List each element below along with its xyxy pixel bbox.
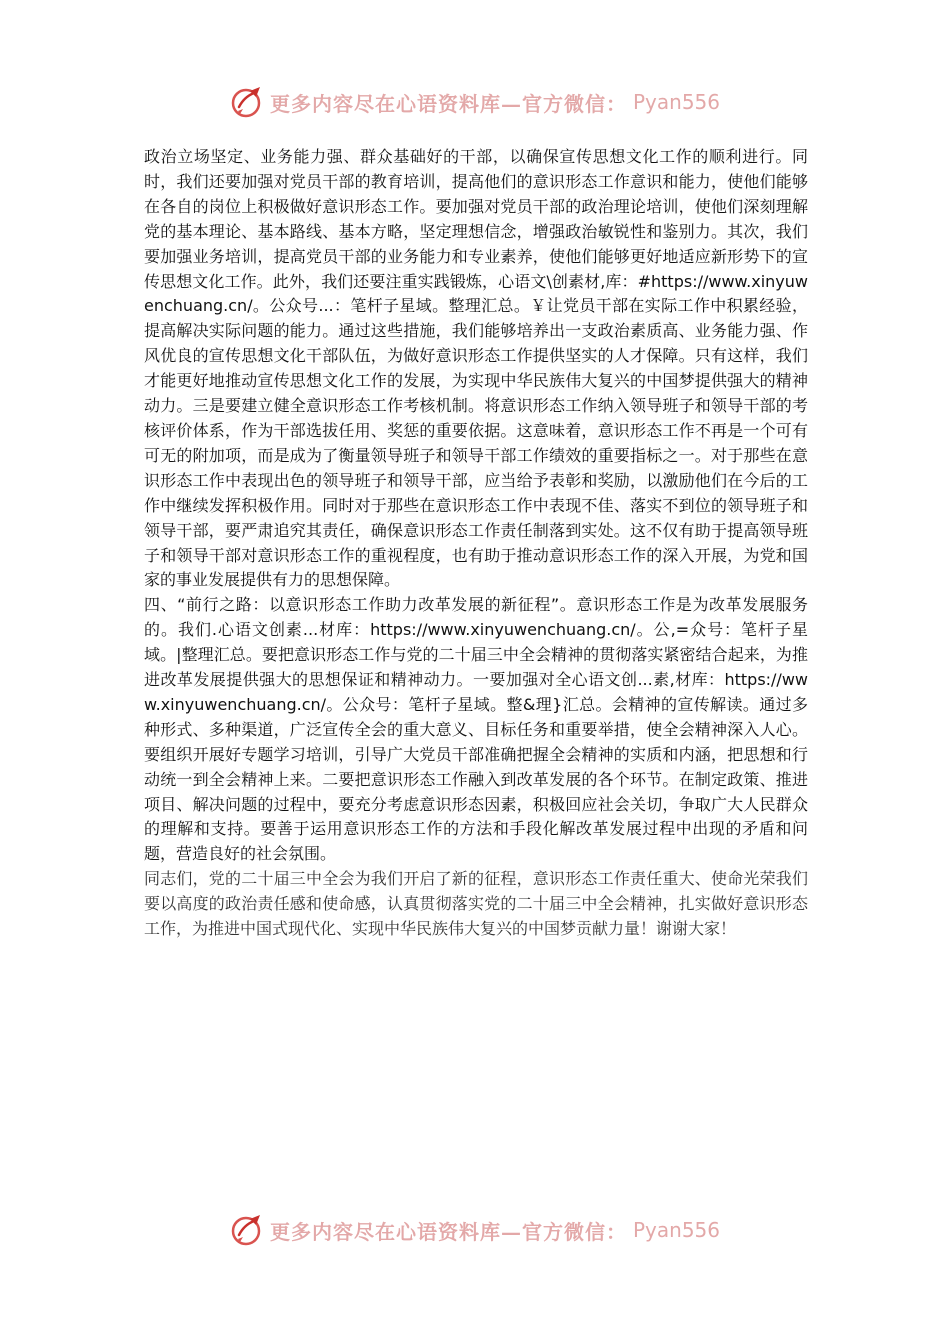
header-wechat-id: Pyan556 (632, 90, 720, 114)
footer-wechat-id: Pyan556 (632, 1218, 720, 1242)
pen-circle-logo-icon (230, 85, 264, 119)
header-slogan: 更多内容尽在心语资料库—官方微信： (269, 91, 627, 116)
footer-slogan: 更多内容尽在心语资料库—官方微信： (269, 1219, 627, 1244)
closing-paragraph: 同志们，党的二十届三中全会为我们开启了新的征程，意识形态工作责任重大、使命光荣我们要以高度的政治责任感和使命感，认真贯彻落实党的二十届三中全会精神，扎实做好意识形态工作，为推进中国式现代化、实现中华民族伟大复兴的中国梦贡献力量！谢谢大家！ (144, 869, 808, 939)
footer-banner (0, 1212, 950, 1248)
header-banner (0, 84, 950, 120)
pen-circle-logo-icon (230, 1213, 264, 1247)
document-body (144, 145, 808, 942)
body-paragraph: 四、“前行之路：以意识形态工作助力改革发展的新征程”。意识形态工作是为改革发展服务的。我们.心语文创素...材库：https://www.xinyuwenchuang.cn/。公,=众号：笔杆子星域。|整理汇总。要把意识形态工作与党的二十届三中全会精神的贯彻落实紧密结合起来，为推进改革发展提供强大的思想保证和精神动力。一要加强对全心语文创...素,材库：https://www.xinyuwenchuang.cn/。公众号：笔杆子星域。整&理}汇总。会精神的宣传解读。通过多种形式、多种渠道，广泛宣传全会的重大意义、目标任务和重要举措，使全会精神深入人心。要组织开展好专题学习培训，引导广大党员干部准确把握全会精神的实质和内涵，把思想和行动统一到全会精神上来。二要把意识形态工作融入到改革发展的各个环节。在制定政策、推进项目、解决问题的过程中，要充分考虑意识形态因素，积极回应社会关切，争取广大人民群众的理解和支持。要善于运用意识形态工作的方法和手段化解改革发展过程中出现的矛盾和问题，营造良好的社会氛围。 (144, 595, 808, 864)
body-paragraph: 政治立场坚定、业务能力强、群众基础好的干部，以确保宣传思想文化工作的顺利进行。同时，我们还要加强对党员干部的教育培训，提高他们的意识形态工作意识和能力，使他们能够在各自的岗位上积极做好意识形态工作。要加强对党员干部的政治理论培训，使他们深刻理解党的基本理论、基本路线、基本方略，坚定理想信念，增强政治敏锐性和鉴别力。其次，我们要加强业务培训，提高党员干部的业务能力和专业素养，使他们能够更好地适应新形势下的宣传思想文化工作。此外，我们还要注重实践锻炼，心语文\创素材,库：#https://www.xinyuwenchuang.cn/。公众号...：笔杆子星域。整理汇总。￥让党员干部在实际工作中积累经验，提高解决实际问题的能力。通过这些措施，我们能够培养出一支政治素质高、业务能力强、作风优良的宣传思想文化干部队伍，为做好意识形态工作提供坚实的人才保障。只有这样，我们才能更好地推动宣传思想文化工作的发展，为实现中华民族伟大复兴的中国梦提供强大的精神动力。三是要建立健全意识形态工作考核机制。将意识形态工作纳入领导班子和领导干部的考核评价体系，作为干部选拔任用、奖惩的重要依据。这意味着，意识形态工作不再是一个可有可无的附加项，而是成为了衡量领导班子和领导干部工作绩效的重要指标之一。对于那些在意识形态工作中表现出色的领导班子和领导干部，应当给予表彰和奖励，以激励他们在今后的工作中继续发挥积极作用。同时对于那些在意识形态工作中表现不佳、落实不到位的领导班子和领导干部，要严肃追究其责任，确保意识形态工作责任制落到实处。这不仅有助于提高领导班子和领导干部对意识形态工作的重视程度，也有助于推动意识形态工作的深入开展，为党和国家的事业发展提供有力的思想保障。 (144, 147, 808, 590)
